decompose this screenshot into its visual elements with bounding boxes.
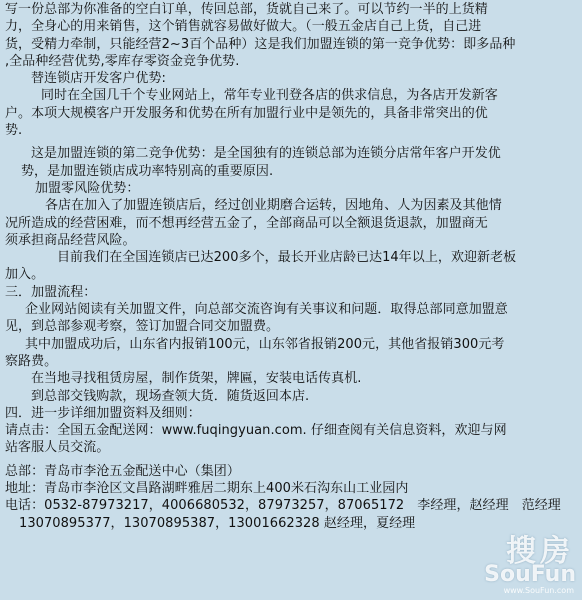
text-line: 加入。 xyxy=(5,267,45,283)
text-line: ,全品种经营优势,零库存零资金竞争优势. xyxy=(5,53,240,69)
text-line: 目前我们在全国连锁店已达200多个，最长开业店龄已达14年以上，欢迎新老板 xyxy=(57,250,517,266)
text-line: 各店在加入了加盟连锁店后，经过创业期磨合运转，因地角、人为因素及其他情 xyxy=(45,198,502,214)
text-line: 在当地寻找租赁房屋，制作货架，牌匾，安装电话传真机. xyxy=(31,371,362,387)
text-line: 到总部交钱购款，现场查领大货．随货返回本店. xyxy=(31,388,310,404)
text-line: 四．进一步详细加盟资料及细则： xyxy=(5,405,201,421)
watermark-url-text: www.SouFun.com xyxy=(503,586,574,595)
text-line: 替连锁店开发客户优势: xyxy=(31,71,166,87)
watermark-brand-text: SouFun xyxy=(484,562,576,587)
text-line: 总部：青岛市李沧五金配送中心（集团） xyxy=(5,463,240,479)
text-line: 这是加盟连锁的第二竞争优势：是全国独有的连锁总部为连锁分店常年客户开发优 xyxy=(31,146,501,162)
text-line: 势，是加盟连锁店成功率特别高的重要原因. xyxy=(21,163,274,179)
text-line: 加盟零风险优势： xyxy=(35,180,140,196)
text-line: 电话：0532-87973217，4006680532，87973257，87065172 李经理，赵经理 范经理 xyxy=(5,498,561,514)
text-line: 须承担商品经营风险。 xyxy=(5,232,136,248)
text-line: 站客服人员交流。 xyxy=(5,440,110,456)
watermark-top-text: 搜房 xyxy=(506,534,574,569)
text-line: 请点击：全国五金配送网：www.fuqingyuan.com. 仔细查阅有关信息资料，欢迎与网 xyxy=(5,423,507,439)
text-line: 三．加盟流程： xyxy=(5,284,97,300)
text-line: 地址：青岛市李沧区文昌路湖畔雅居二期东上400米石沟东山工业园内 xyxy=(5,481,409,497)
text-line: 势. xyxy=(5,123,23,139)
text-line: 见，到总部参观考察，签订加盟合同交加盟费。 xyxy=(5,319,280,335)
text-line: 13070895377，13070895387，13001662328 赵经理，夏经理 xyxy=(19,515,416,531)
text-line: 企业网站阅读有关加盟文件，向总部交流咨询有关事议和问题．取得总部同意加盟意 xyxy=(25,302,508,318)
text-line: 户。本项大规模客户开发服务和优势在所有加盟行业中是领先的，具备非常突出的优 xyxy=(5,105,488,121)
text-line: 况所造成的经营困难，而不想再经营五金了，全部商品可以全额退货退款，加盟商无 xyxy=(5,215,488,231)
text-line: 察路费。 xyxy=(5,353,58,369)
text-line: 其中加盟成功后，山东省内报销100元，山东邻省报销200元，其他省报销300元考 xyxy=(25,336,505,352)
text-line: 力，全身心的用来销售，这个销售就容易做好做大。（一般五金店自己上货，自己进 xyxy=(5,19,482,35)
text-line: 货，受精力牵制，只能经营2~3百个品种）这是我们加盟连锁的第一竞争优势：即多品种 xyxy=(5,36,516,52)
text-line: 写一份总部为你准备的空白订单，传回总部，货就自己来了。可以节约一半的上货精 xyxy=(5,2,488,17)
text-line: 同时在全国几千个专业网站上，常年专业刊登各店的供求信息，为各店开发新客 xyxy=(41,88,498,104)
